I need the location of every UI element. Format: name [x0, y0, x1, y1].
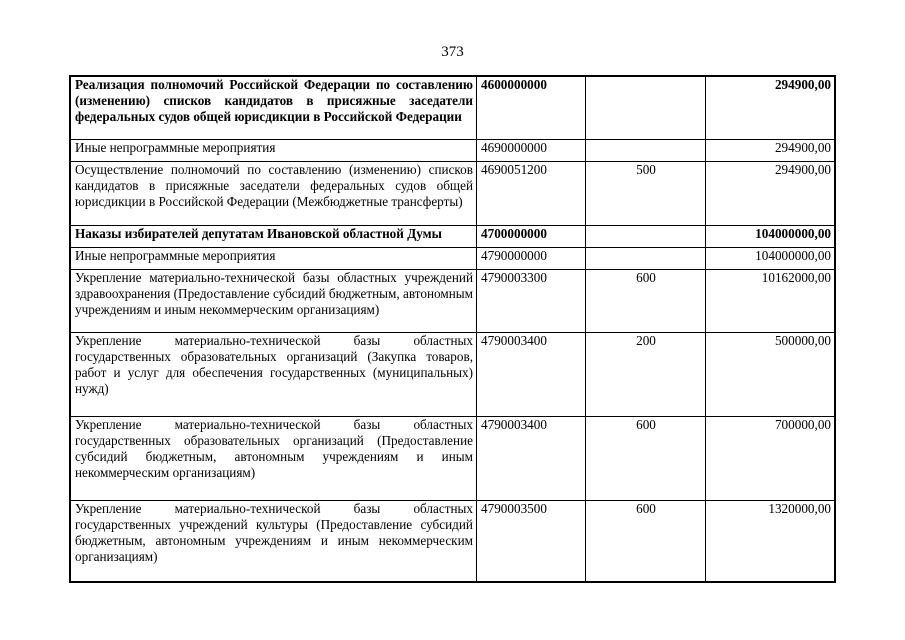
- page-number: 373: [441, 44, 464, 60]
- row-sum: 104000000,00: [706, 247, 835, 269]
- row-code: 4790003300: [477, 269, 586, 332]
- row-expense-type: 600: [586, 269, 706, 332]
- row-sum: 10162000,00: [706, 269, 835, 332]
- table-row: [71, 77, 835, 140]
- row-sum: 1320000,00: [706, 501, 835, 582]
- row-name: Иные непрограммные мероприятия: [71, 140, 477, 162]
- row-code: 4700000000: [477, 225, 586, 247]
- row-expense-type: 600: [586, 501, 706, 582]
- row-name: Укрепление материально-технической базы областных учреждений здравоохранения (Предоставление субсидий бюджетным, автономным учреждениям и иным некоммерческим организациям): [71, 269, 477, 332]
- row-name: Наказы избирателей депутатам Ивановской областной Думы: [71, 225, 477, 247]
- row-name: Укрепление материально-технической базы областных государственных образовательных организаций (Предоставление субсидий бюджетным, автономным учреждениям и иным некоммерческим организациям): [71, 416, 477, 500]
- row-name: Реализация полномочий Российской Федерации по составлению (изменению) списков кандидатов в присяжные заседатели федеральных судов общей юрисдикции в Российской Федерации: [71, 77, 477, 140]
- row-code: 4690000000: [477, 140, 586, 162]
- budget-table: [70, 76, 835, 582]
- row-sum: 104000000,00: [706, 225, 835, 247]
- row-expense-type: 200: [586, 332, 706, 416]
- row-expense-type: [586, 140, 706, 162]
- row-expense-type: 500: [586, 162, 706, 225]
- table-row: [71, 162, 835, 225]
- table-row: [71, 269, 835, 332]
- row-code: 4790003400: [477, 332, 586, 416]
- table-row: [71, 247, 835, 269]
- table-row: [71, 225, 835, 247]
- table-row: [71, 332, 835, 416]
- row-expense-type: [586, 77, 706, 140]
- table-row: [71, 140, 835, 162]
- row-expense-type: 600: [586, 416, 706, 500]
- row-code: 4790000000: [477, 247, 586, 269]
- table-row: [71, 416, 835, 500]
- row-sum: 700000,00: [706, 416, 835, 500]
- row-code: 4690051200: [477, 162, 586, 225]
- row-name: Укрепление материально-технической базы областных государственных учреждений культуры (Предоставление субсидий бюджетным, автономным учреждениям и иным некоммерческим организациям): [71, 501, 477, 582]
- table-row: [71, 501, 835, 582]
- row-code: 4790003500: [477, 501, 586, 582]
- row-expense-type: [586, 225, 706, 247]
- row-sum: 294900,00: [706, 77, 835, 140]
- row-sum: 294900,00: [706, 162, 835, 225]
- row-code: 4790003400: [477, 416, 586, 500]
- row-code: 4600000000: [477, 77, 586, 140]
- row-name: Иные непрограммные мероприятия: [71, 247, 477, 269]
- row-sum: 294900,00: [706, 140, 835, 162]
- row-expense-type: [586, 247, 706, 269]
- row-sum: 500000,00: [706, 332, 835, 416]
- row-name: Укрепление материально-технической базы областных государственных образовательных организаций (Закупка товаров, работ и услуг для обеспечения государственных (муниципальных) нужд): [71, 332, 477, 416]
- row-name: Осуществление полномочий по составлению (изменению) списков кандидатов в присяжные заседатели федеральных судов общей юрисдикции в Российской Федерации (Межбюджетные трансферты): [71, 162, 477, 225]
